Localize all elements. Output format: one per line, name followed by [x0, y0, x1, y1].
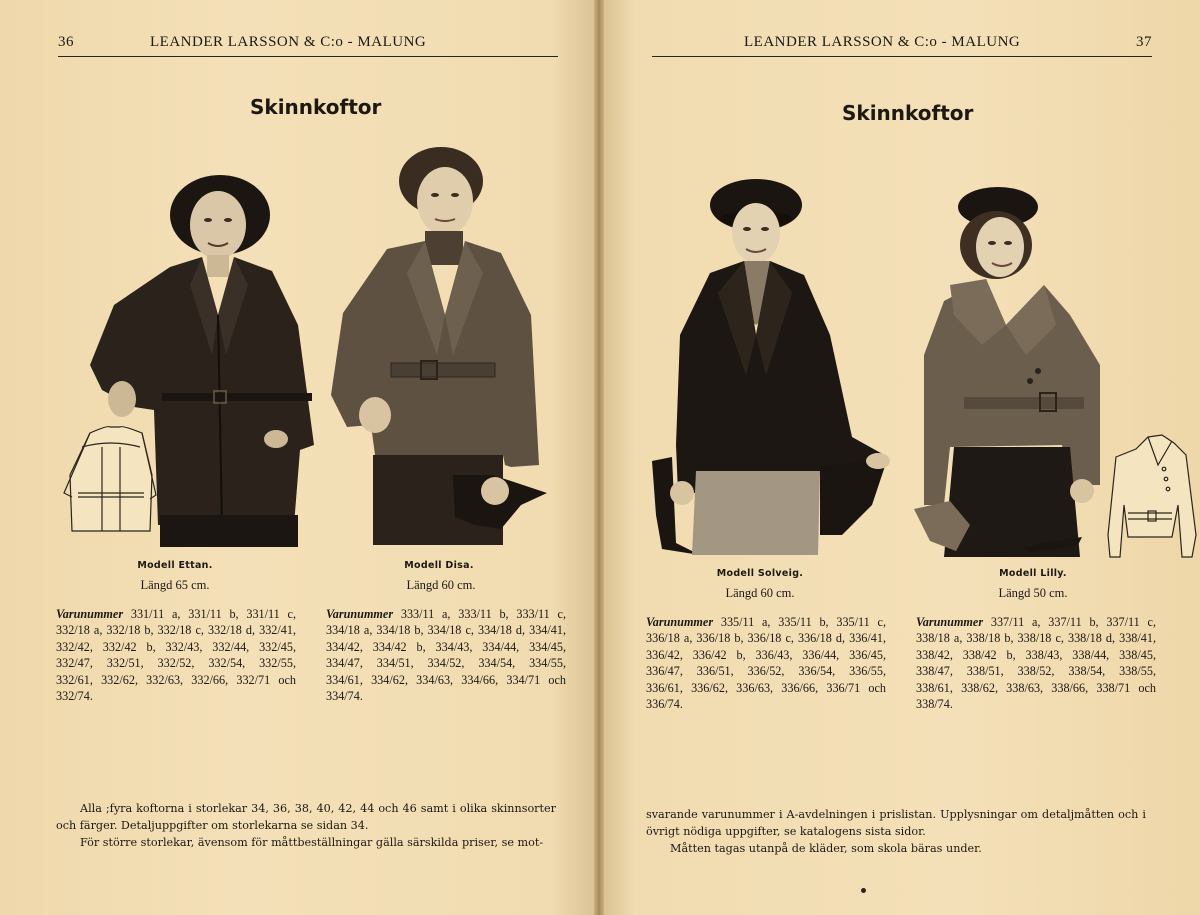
photo-modell-ettan [62, 175, 317, 547]
varunummer-list: 335/11 a, 335/11 b, 335/11 c, 336/18 a, 336/18 b, 336/18 c, 336/18 d, 336/41, 336/42, 336/42 b, 336/43, 336/44, 336/45, 336/47, 336/51, 336/52, 336/54, 336/55, 336/61, 336/62, 336/63, 336/66, 336/71 och 336/74. [646, 615, 886, 712]
book-gutter [594, 0, 604, 915]
footer-paragraph: svarande varunummer i A-avdelningen i prislistan. Upplysningar om detaljmåtten och i övrigt nödiga uppgifter, se katalogens sista sidor. [646, 808, 1146, 838]
varunummer-disa [326, 606, 566, 704]
page-number-left: 36 [58, 34, 74, 50]
page-dot-mark [861, 888, 866, 893]
right-section-title: Skinnkoftor [842, 101, 974, 125]
varunummer-lilly [916, 614, 1156, 712]
varunummer-label: Varunummer [56, 607, 124, 621]
varunummer-ettan [56, 606, 296, 704]
varunummer-list: 337/11 a, 337/11 b, 337/11 c, 338/18 a, 338/18 b, 338/18 c, 338/18 d, 338/41, 338/42, 338/42 b, 338/43, 338/44, 338/45, 338/47, 338/51, 338/52, 338/54, 338/55, 338/61, 338/62, 338/63, 338/66, 338/71 och 338/74. [916, 615, 1156, 712]
left-page-header [58, 34, 558, 57]
model-name-disa: Modell Disa. [404, 560, 474, 571]
model-length-lilly: Längd 50 cm. [998, 586, 1068, 600]
footer-paragraph: Måtten tagas utanpå de kläder, som skola bäras under. [670, 842, 982, 855]
photo-modell-disa [325, 145, 555, 545]
model-length-ettan: Längd 65 cm. [140, 578, 210, 592]
model-name-solveig: Modell Solveig. [716, 568, 804, 579]
left-section-title: Skinnkoftor [250, 95, 382, 119]
right-page-header [652, 34, 1152, 57]
varunummer-label: Varunummer [916, 615, 984, 629]
model-name-ettan: Modell Ettan. [137, 560, 213, 571]
varunummer-label: Varunummer [646, 615, 714, 629]
footer-paragraph: För större storlekar, ävensom för måttbeställningar gälla särskilda priser, se mot- [80, 836, 544, 849]
varunummer-list: 333/11 a, 333/11 b, 333/11 c, 334/18 a, 334/18 b, 334/18 c, 334/18 d, 334/41, 334/42, 334/42 b, 334/43, 334/44, 334/45, 334/47, 334/51, 334/52, 334/54, 334/55, 334/61, 334/62, 334/63, 334/66, 334/71 och 334/74. [326, 607, 566, 704]
varunummer-label: Varunummer [326, 607, 394, 621]
model-name-lilly: Modell Lilly. [999, 568, 1067, 579]
varunummer-list: 331/11 a, 331/11 b, 331/11 c, 332/18 a, 332/18 b, 332/18 c, 332/18 d, 332/41, 332/42, 332/42 b, 332/43, 332/44, 332/45, 332/47, 332/51, 332/52, 332/54, 332/55, 332/61, 332/62, 332/63, 332/66, 332/71 och 332/74. [56, 607, 296, 704]
right-header-title: LEANDER LARSSON & C:o - MALUNG [744, 34, 1021, 50]
footer-paragraph: Alla ;fyra koftorna i storlekar 34, 36, 38, 40, 42, 44 och 46 samt i olika skinnsorter och färger. Detaljuppgifter om storlekarna se sidan 34. [56, 802, 556, 832]
photo-modell-lilly [910, 185, 1200, 565]
photo-modell-solveig [652, 175, 897, 560]
left-header-title: LEANDER LARSSON & C:o - MALUNG [150, 34, 427, 50]
varunummer-solveig [646, 614, 886, 712]
model-length-disa: Längd 60 cm. [406, 578, 476, 592]
page-number-right: 37 [1136, 34, 1152, 50]
left-footer-text [56, 800, 556, 851]
right-footer-text [646, 806, 1146, 857]
model-length-solveig: Längd 60 cm. [725, 586, 795, 600]
